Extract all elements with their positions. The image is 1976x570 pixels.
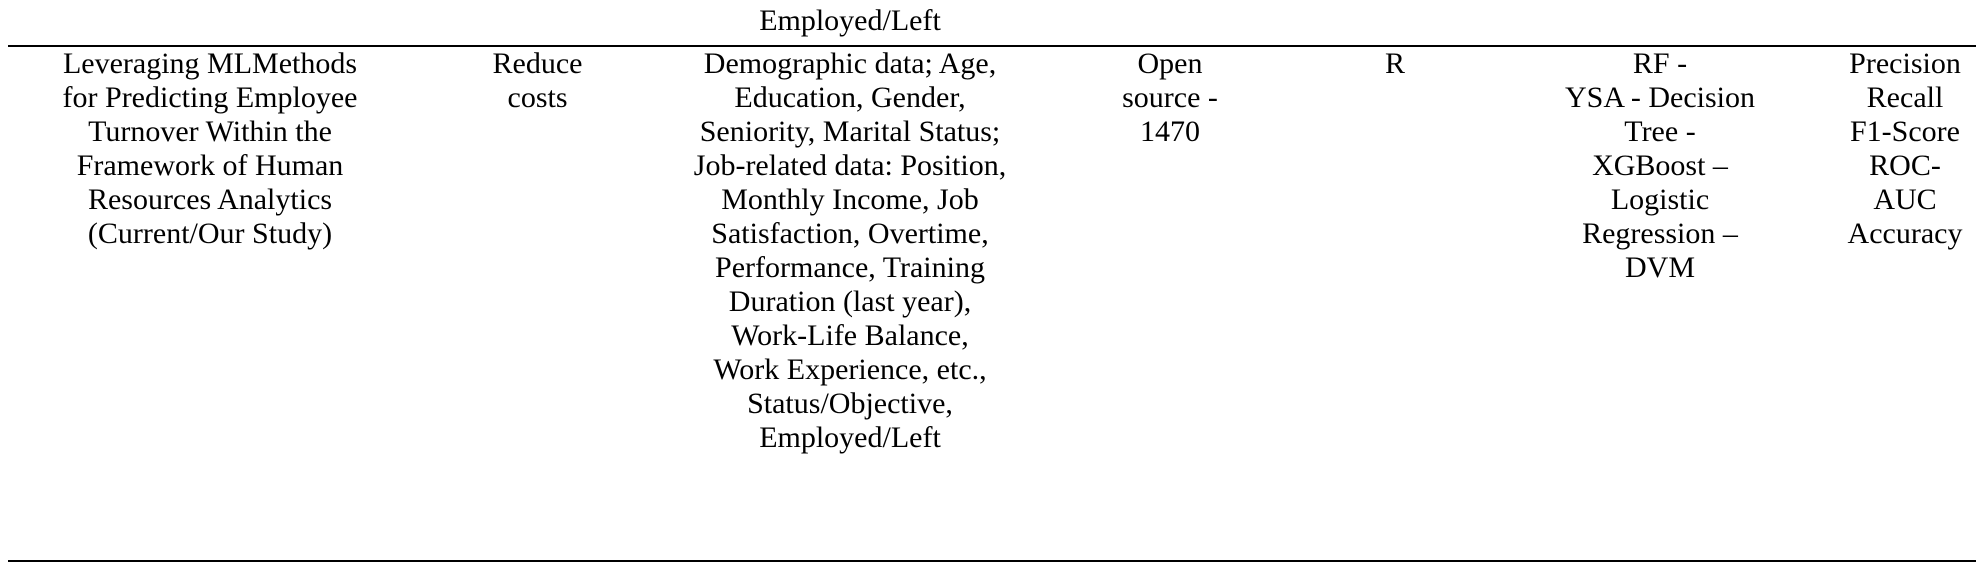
- cell-line: Framework of Human: [76, 149, 344, 182]
- study-cell: [10, 47, 410, 251]
- cell-line: Recall: [1866, 81, 1944, 114]
- cell-line: Open: [1137, 47, 1203, 80]
- table-bottom-rule: [8, 560, 1976, 562]
- dataset-cell: [1075, 47, 1265, 149]
- cell-line: F1-Score: [1850, 115, 1960, 148]
- cell-line: Regression –: [1582, 217, 1738, 250]
- cell-line: Demographic data; Age,: [703, 47, 997, 80]
- tool-cell: [1300, 47, 1490, 81]
- metrics-cell: [1825, 47, 1976, 251]
- cell-line: Accuracy: [1847, 217, 1963, 250]
- cell-line: Tree -: [1624, 115, 1696, 148]
- cell-line: 1470: [1140, 115, 1200, 148]
- cell-line: DVM: [1624, 251, 1695, 284]
- cell-line: R: [1384, 47, 1405, 80]
- features-cell: [655, 47, 1045, 455]
- cell-line: Duration (last year),: [728, 285, 972, 318]
- cell-line: Employed/Left: [759, 421, 941, 454]
- cell-line: Logistic: [1610, 183, 1710, 216]
- cell-line: Work Experience, etc.,: [713, 353, 987, 386]
- cell-line: Turnover Within the: [88, 115, 332, 148]
- cell-line: Education, Gender,: [734, 81, 966, 114]
- purpose-cell: [445, 47, 630, 115]
- cell-line: Performance, Training: [715, 251, 985, 284]
- continued-cell-text: Employed/Left: [759, 4, 941, 37]
- cell-line: Seniority, Marital Status;: [699, 115, 1001, 148]
- cell-line: Leveraging MLMethods: [62, 47, 358, 80]
- cell-line: XGBoost –: [1592, 149, 1728, 182]
- cell-line: Precision: [1849, 47, 1961, 80]
- table-row: [0, 47, 1976, 557]
- cell-line: (Current/Our Study): [87, 217, 333, 250]
- cell-line: source -: [1122, 81, 1218, 114]
- cell-line: Status/Objective,: [747, 387, 953, 420]
- methods-cell: [1525, 47, 1795, 285]
- cell-line: Resources Analytics: [87, 183, 333, 216]
- cell-line: costs: [507, 81, 568, 114]
- cell-line: Satisfaction, Overtime,: [711, 217, 989, 250]
- cell-line: YSA - Decision: [1565, 81, 1755, 114]
- cell-line: ROC-: [1869, 149, 1941, 182]
- cell-line: RF -: [1632, 47, 1688, 80]
- cell-line: Job-related data: Position,: [693, 149, 1007, 182]
- cell-line: AUC: [1873, 183, 1937, 216]
- cell-line: for Predicting Employee: [62, 81, 358, 114]
- cell-line: Monthly Income, Job: [721, 183, 979, 216]
- cell-line: Work-Life Balance,: [731, 319, 969, 352]
- cell-line: Reduce: [492, 47, 583, 80]
